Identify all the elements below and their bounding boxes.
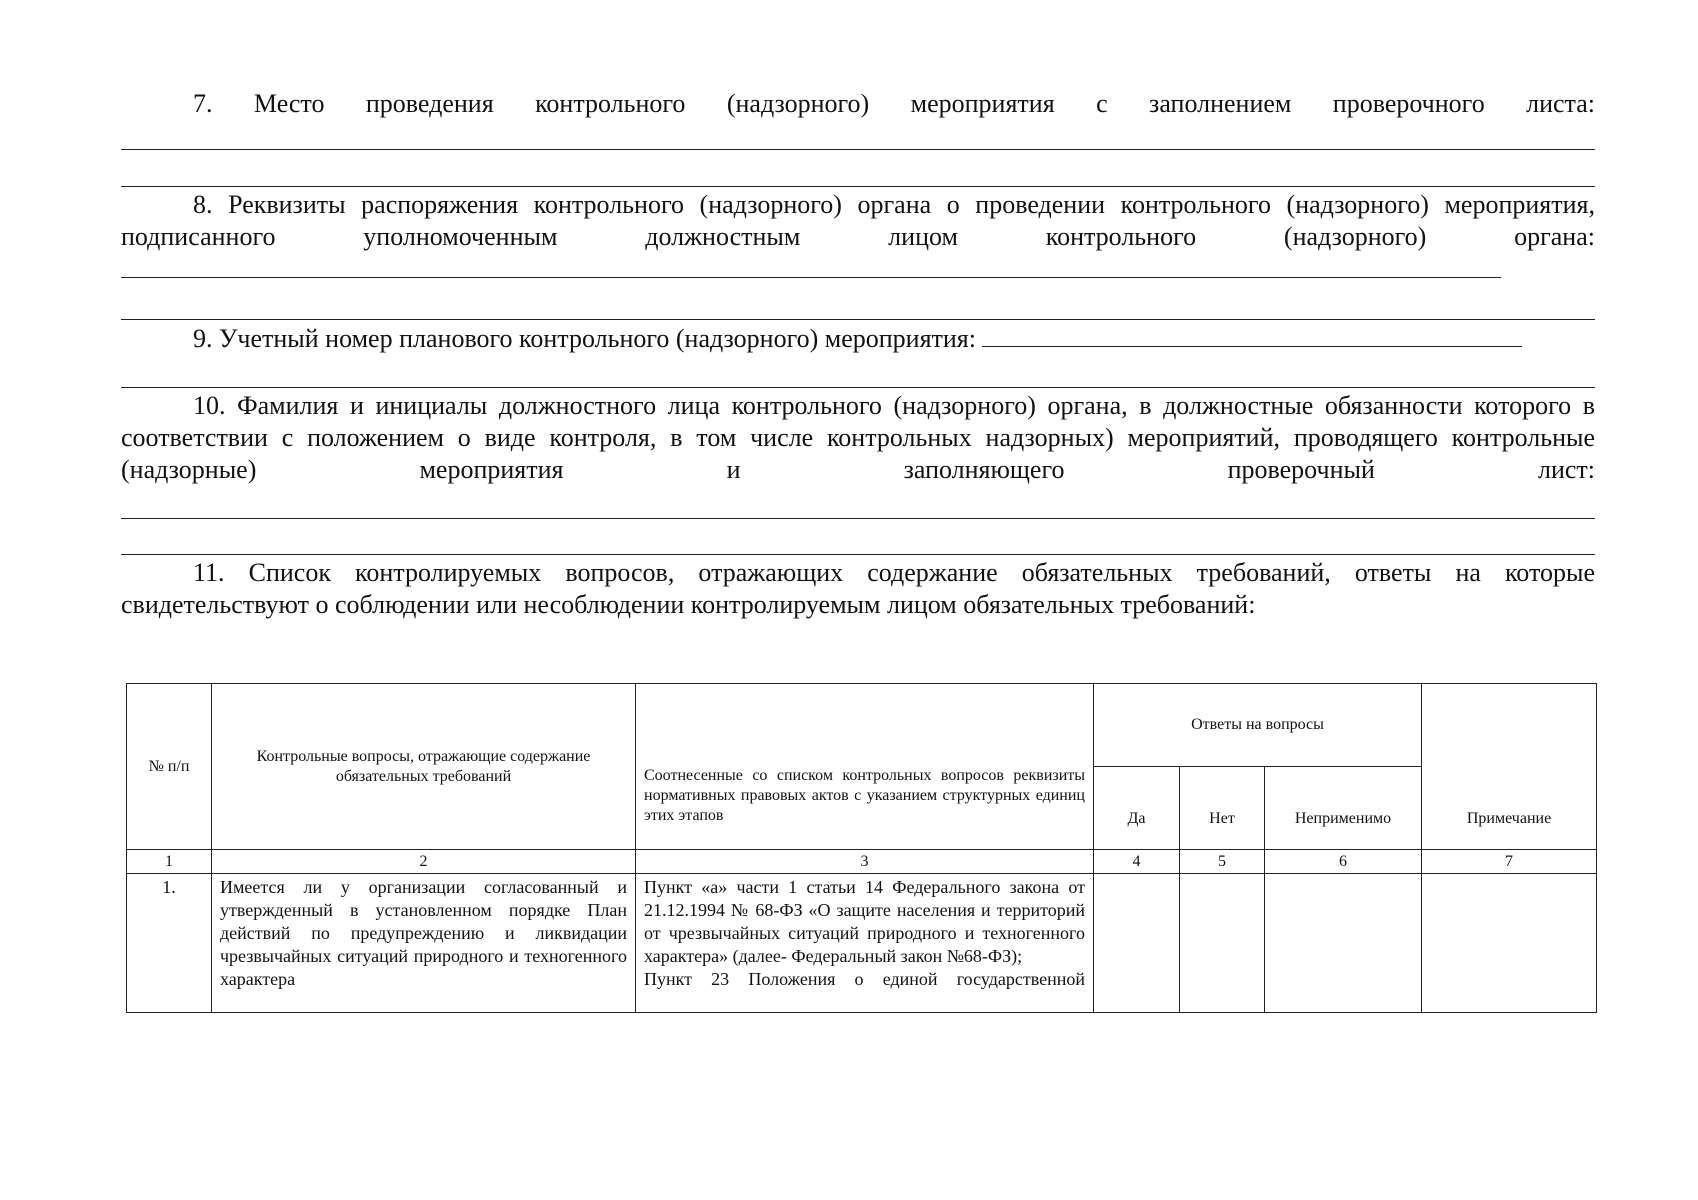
row-1-requisites-part-1: Пункт «а» части 1 статьи 14 Федерального закона от 21.12.1994 № 68-ФЗ «О защите населения и территорий от чрезвычайных ситуаций природного и техногенного характера» (далее- Федеральный закон №68-ФЗ); xyxy=(644,877,1085,966)
item-11-text: 11. Список контролируемых вопросов, отражающих содержание обязательных требований, ответы на которые свидетельствуют о соблюдении или несоблюдении контролируемым лицом обязательных требований: xyxy=(121,558,1595,619)
header-num: № п/п xyxy=(127,684,212,850)
table-row xyxy=(127,874,1597,1013)
col-number-5: 5 xyxy=(1180,850,1265,874)
column-number-row xyxy=(127,850,1597,874)
row-1-note[interactable] xyxy=(1422,874,1597,1013)
header-answers: Ответы на вопросы xyxy=(1094,684,1422,767)
item-10-fill-line-1 xyxy=(121,518,1595,519)
item-7-fill-line-2 xyxy=(121,186,1595,187)
header-yes: Да xyxy=(1094,767,1180,850)
col-number-1: 1 xyxy=(127,850,212,874)
item-9-fill-line-2 xyxy=(121,387,1595,388)
checklist-table xyxy=(126,683,1597,1013)
item-9-block xyxy=(121,322,1595,355)
row-1-na[interactable] xyxy=(1265,874,1422,1013)
col-number-2: 2 xyxy=(212,850,636,874)
header-note: Примечание xyxy=(1422,684,1597,850)
header-no: Нет xyxy=(1180,767,1265,850)
item-8-fill-line-2 xyxy=(121,319,1595,320)
col-number-3: 3 xyxy=(636,850,1094,874)
header-na: Неприменимо xyxy=(1265,767,1422,850)
col-number-7: 7 xyxy=(1422,850,1597,874)
item-7-text: 7. Место проведения контрольного (надзорного) мероприятия с заполнением проверочного листа: xyxy=(193,89,1595,118)
item-9-text: 9. Учетный номер планового контрольного (надзорного) мероприятия: xyxy=(193,324,976,353)
row-1-yes[interactable] xyxy=(1094,874,1180,1013)
row-1-requisites xyxy=(636,874,1094,1013)
row-1-requisites-part-2: Пункт 23 Положения о единой государственной xyxy=(644,969,1085,989)
row-1-question: Имеется ли у организации согласованный и утвержденный в установленном порядке План действий по предупреждению и ликвидации чрезвычайных ситуаций природного и техногенного характера xyxy=(212,874,636,1013)
item-8-text: 8. Реквизиты распоряжения контрольного (надзорного) органа о проведении контрольного (надзорного) мероприятия, подписанного уполномоченным должностным лицом контрольного (надзорного) органа: xyxy=(121,190,1595,251)
header-questions: Контрольные вопросы, отражающие содержание обязательных требований xyxy=(212,684,636,850)
item-7-fill-line-1 xyxy=(121,149,1595,150)
col-number-4: 4 xyxy=(1094,850,1180,874)
item-8-block xyxy=(121,189,1595,286)
item-8-fill-line xyxy=(121,253,1501,278)
item-10-text: 10. Фамилия и инициалы должностного лица контрольного (надзорного) органа, в должностные обязанности которого в соответствии с положением о виде контроля, в том числе контрольных надзорных) мероприятий, проводящего контрольные (надзорные) мероприятия и заполняющего проверочный лист: xyxy=(121,391,1595,484)
row-1-num: 1. xyxy=(127,874,212,1013)
item-9-fill-line xyxy=(982,322,1522,347)
col-number-6: 6 xyxy=(1265,850,1422,874)
item-10-fill-line-2 xyxy=(121,554,1595,555)
header-requisites: Соотнесенные со списком контрольных вопросов реквизиты нормативных правовых актов с указанием структурных единиц этих этапов xyxy=(636,684,1094,850)
row-1-no[interactable] xyxy=(1180,874,1265,1013)
